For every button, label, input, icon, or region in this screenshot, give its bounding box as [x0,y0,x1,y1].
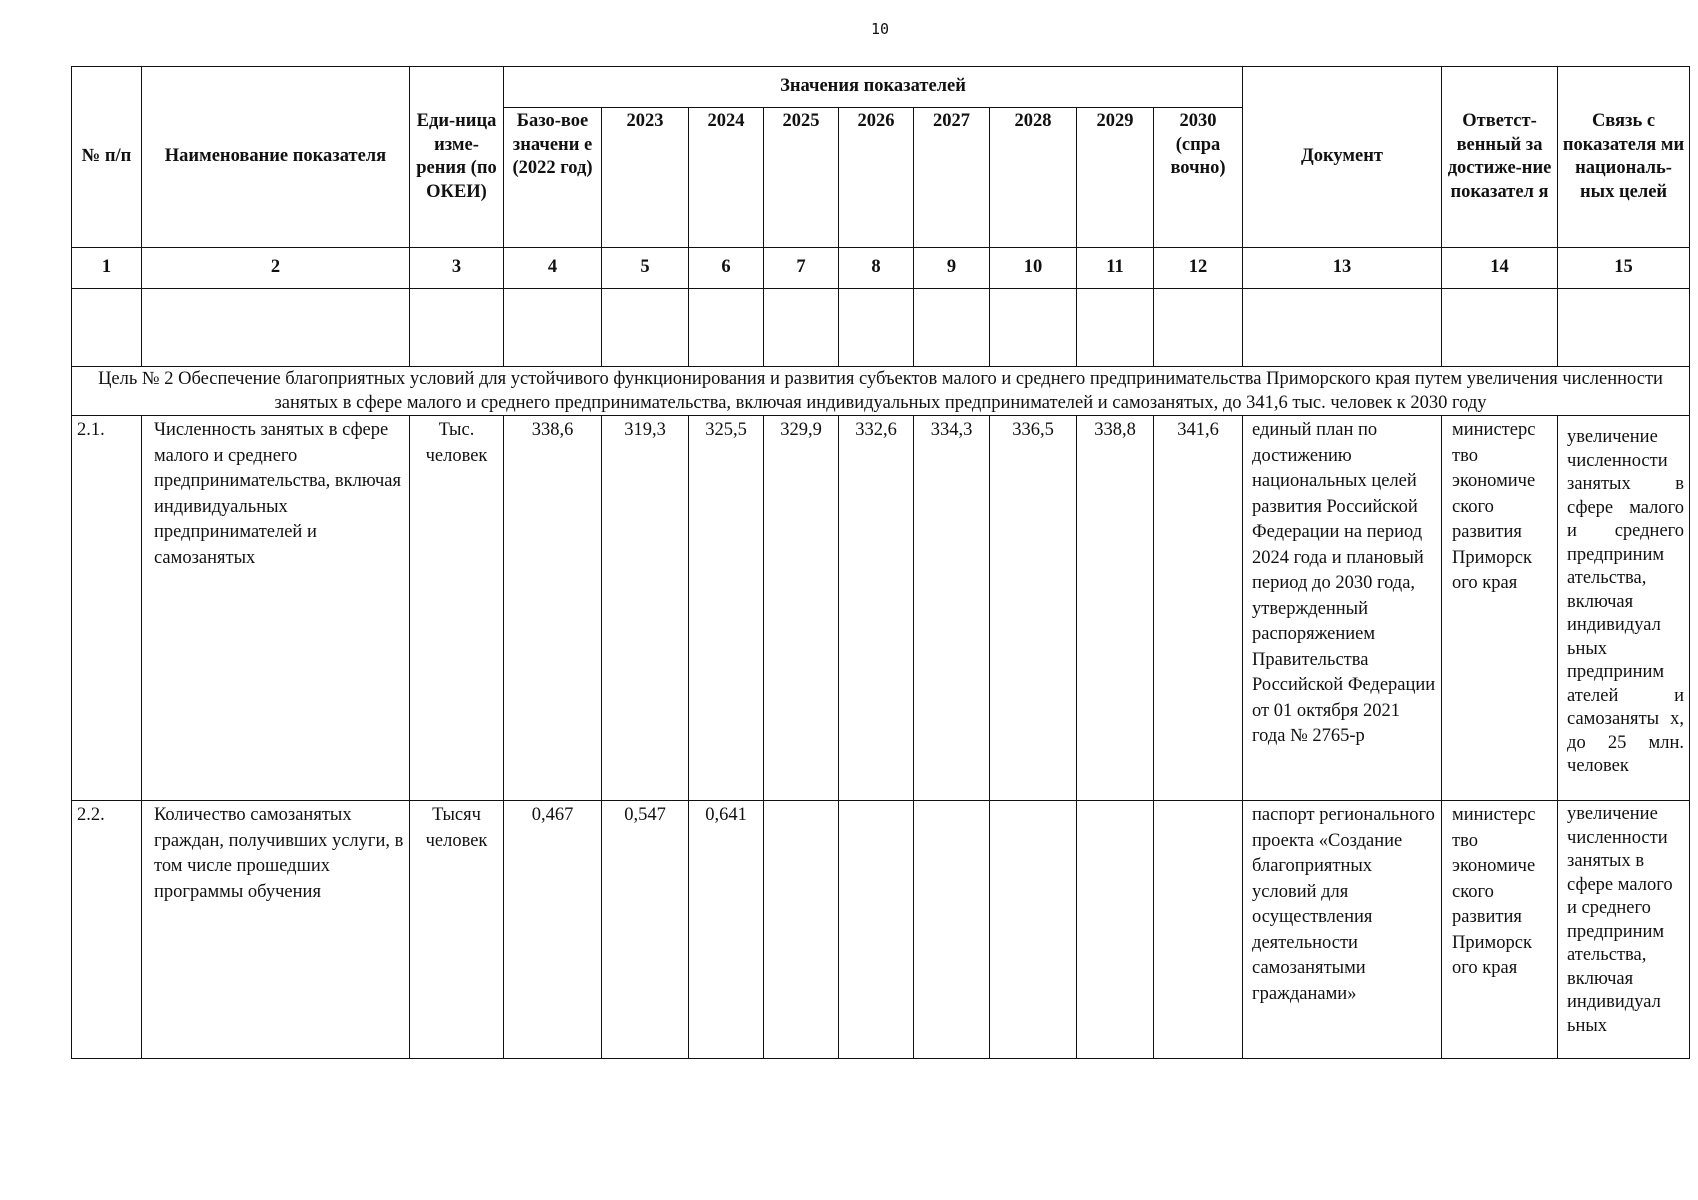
column-number: 1 [72,248,142,289]
column-number: 13 [1243,248,1442,289]
empty-cell [689,289,764,367]
column-number: 8 [839,248,914,289]
row-base: 0,467 [504,801,602,1059]
column-number: 4 [504,248,602,289]
header-document: Документ [1243,67,1442,248]
header-year: 2023 [602,108,689,248]
empty-cell [602,289,689,367]
header-values-group: Значения показателей [504,67,1243,108]
row-name: Количество самозанятых граждан, получивших услуги, в том числе прошедших программы обучения [142,801,410,1059]
header-year: 2025 [764,108,839,248]
header-unit: Еди-ница изме-рения (по ОКЕИ) [410,67,504,248]
page-number: 10 [870,20,890,38]
header-num: № п/п [72,67,142,248]
column-number: 6 [689,248,764,289]
empty-cell [72,289,142,367]
empty-cell [764,289,839,367]
row-value [839,801,914,1059]
row-value: 325,5 [689,416,764,801]
empty-cell [504,289,602,367]
empty-cell [914,289,990,367]
header-year: 2030 (спра вочно) [1154,108,1243,248]
empty-cell [1442,289,1558,367]
row-document: паспорт регионального проекта «Создание благоприятных условий для осуществления деятельности самозанятыми гражданами» [1243,801,1442,1059]
empty-cell [410,289,504,367]
column-number: 7 [764,248,839,289]
empty-cell [142,289,410,367]
row-value: 334,3 [914,416,990,801]
empty-cell [1154,289,1243,367]
row-base: 338,6 [504,416,602,801]
row-num: 2.2. [72,801,142,1059]
row-document: единый план по достижению национальных целей развития Российской Федерации на период 2024 года и плановый период до 2030 года, утвержденный распоряжением Правительства Российской Федерации от 01 октября 2021 года № 2765-р [1243,416,1442,801]
row-value [990,801,1077,1059]
column-number: 3 [410,248,504,289]
empty-cell [1243,289,1442,367]
empty-cell [839,289,914,367]
header-name: Наименование показателя [142,67,410,248]
row-value: 0,547 [602,801,689,1059]
empty-row [72,289,1690,367]
row-unit: Тыс. человек [410,416,504,801]
goal-text: Цель № 2 Обеспечение благоприятных условий для устойчивого функционирования и развития субъектов малого и среднего предпринимательства Приморского края путем увеличения численности занятых в сфере малого и среднего предпринимательства, включая индивидуальных предпринимателей и самозанятых, до 341,6 тыс. человек к 2030 году [72,367,1690,416]
row-value: 338,8 [1077,416,1154,801]
empty-cell [990,289,1077,367]
column-number: 15 [1558,248,1690,289]
row-value: 341,6 [1154,416,1243,801]
row-num: 2.1. [72,416,142,801]
column-number: 12 [1154,248,1243,289]
row-responsible: министерс тво экономиче ского развития Приморск ого края [1442,416,1558,801]
row-value: 319,3 [602,416,689,801]
row-responsible: министерс тво экономиче ского развития Приморск ого края [1442,801,1558,1059]
row-unit: Тысяч человек [410,801,504,1059]
column-number: 2 [142,248,410,289]
header-year: 2028 [990,108,1077,248]
row-value [1154,801,1243,1059]
row-link: увеличение численности занятых в сфере малого и среднего предприним ательства, включая индивидуал ьных предприним ателей и самозаняты х, до 25 млн. человек [1558,416,1690,801]
indicators-table [71,66,1690,1059]
header-base: Базо-вое значени е (2022 год) [504,108,602,248]
row-value: 329,9 [764,416,839,801]
row-value: 336,5 [990,416,1077,801]
column-number: 14 [1442,248,1558,289]
row-name: Численность занятых в сфере малого и среднего предпринимательства, включая индивидуальных предпринимателей и самозанятых [142,416,410,801]
table-row [72,801,1690,1059]
table-row [72,416,1690,801]
row-link: увеличение численности занятых в сфере малого и среднего предприним ательства, включая индивидуал ьных [1558,801,1690,1059]
header-year: 2029 [1077,108,1154,248]
row-value [764,801,839,1059]
empty-cell [1077,289,1154,367]
column-number: 9 [914,248,990,289]
row-value [1077,801,1154,1059]
column-number: 10 [990,248,1077,289]
column-numbers-row [72,248,1690,289]
row-value: 0,641 [689,801,764,1059]
empty-cell [1558,289,1690,367]
header-link: Связь с показателя ми националь-ных целей [1558,67,1690,248]
row-value: 332,6 [839,416,914,801]
goal-row [72,367,1690,416]
column-number: 11 [1077,248,1154,289]
column-number: 5 [602,248,689,289]
header-year: 2024 [689,108,764,248]
header-responsible: Ответст-венный за достиже-ние показател я [1442,67,1558,248]
header-year: 2026 [839,108,914,248]
header-year: 2027 [914,108,990,248]
row-value [914,801,990,1059]
